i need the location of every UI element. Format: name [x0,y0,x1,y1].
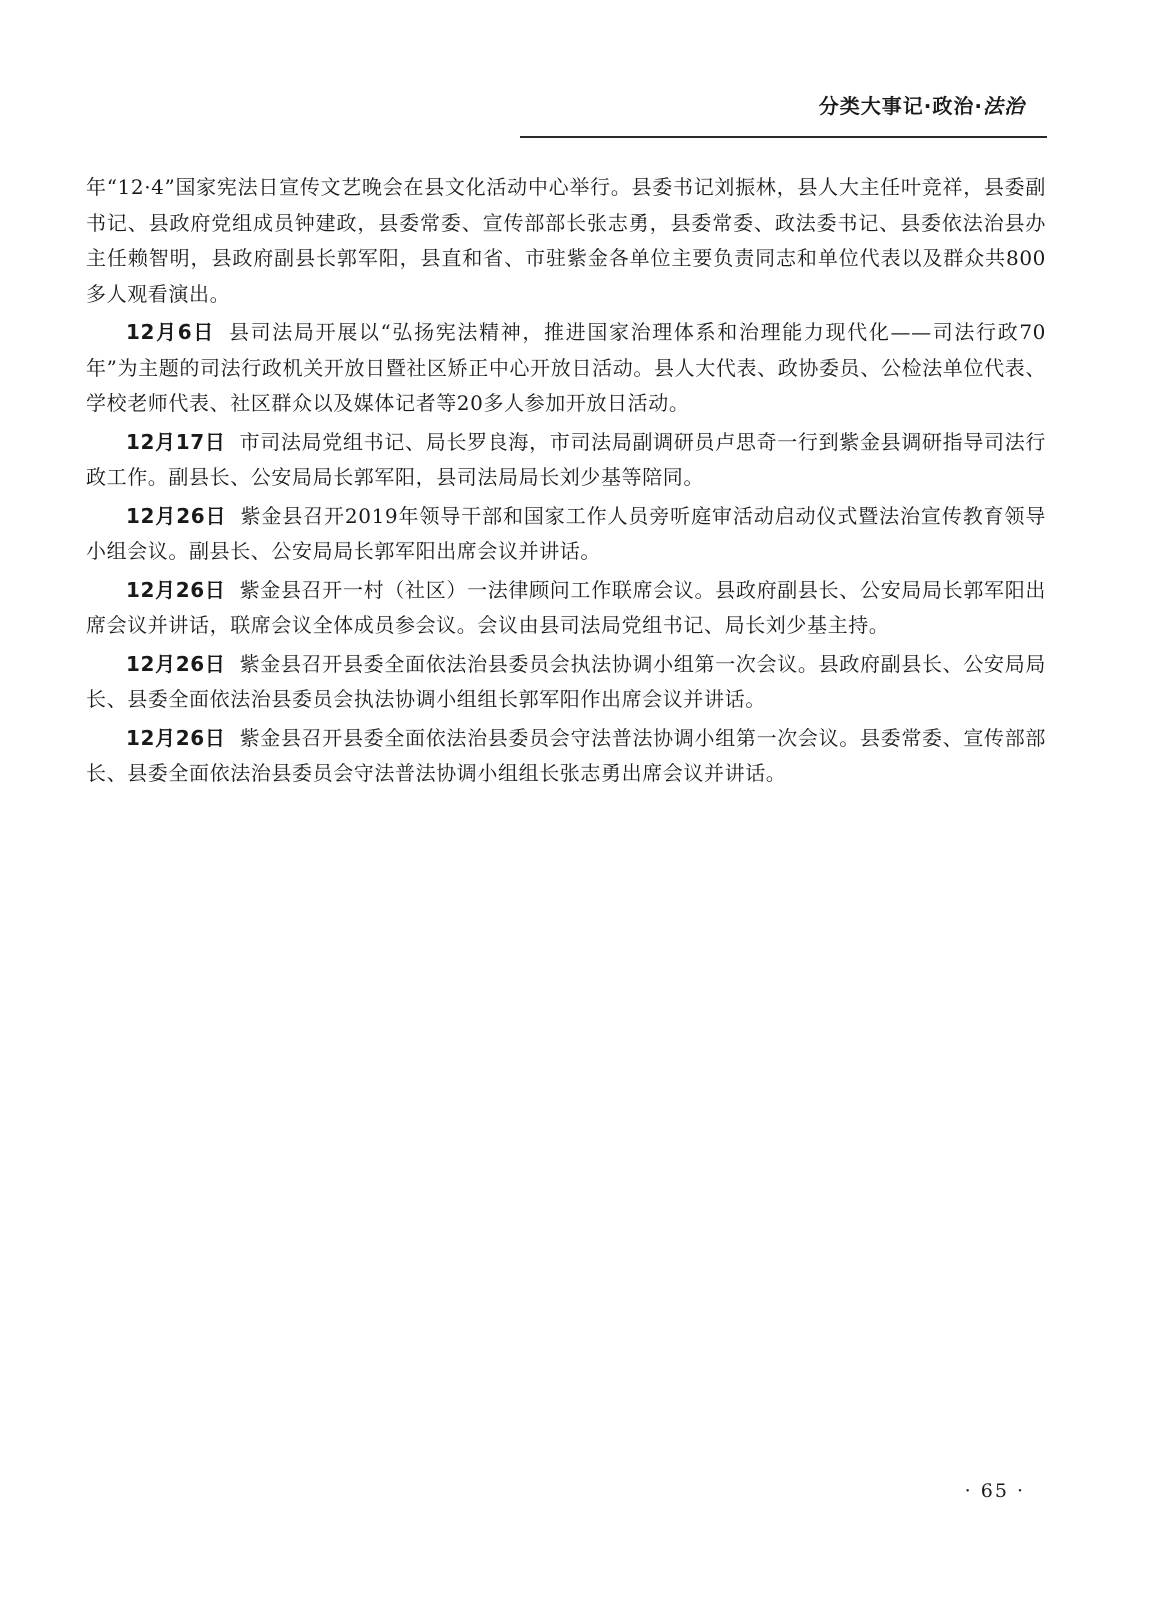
entry-date: 12月26日 [126,725,226,750]
chronicle-entry [86,425,1046,496]
running-head [819,90,1025,119]
entry-text: 年“12·4”国家宪法日宣传文艺晚会在县文化活动中心举行。县委书记刘振林，县人大主任叶竞祥，县委副书记、县政府党组成员钟建政，县委常委、宣传部部长张志勇，县委常委、政法委书记、县委依法治县办主任赖智明，县政府副县长郭军阳，县直和省、市驻紫金各单位主要负责同志和单位代表以及群众共800多人观看演出。 [86,175,1046,306]
entry-date: 12月26日 [126,651,226,676]
entry-text: 县司法局开展以“弘扬宪法精神，推进国家治理体系和治理能力现代化——司法行政70年”为主题的司法行政机关开放日暨社区矫正中心开放日活动。县人大代表、政协委员、公检法单位代表、学校老师代表、社区群众以及媒体记者等20多人参加开放日活动。 [86,320,1046,415]
chronicle-entry [86,647,1046,718]
entry-text: 市司法局党组书记、局长罗良海，市司法局副调研员卢思奇一行到紫金县调研指导司法行政工作。副县长、公安局局长郭军阳，县司法局局长刘少基等陪同。 [86,429,1047,489]
running-head-section: 法治 [983,94,1025,118]
entry-date: 12月17日 [126,429,226,454]
continued-entry [86,170,1046,312]
chronicle-entry [86,721,1046,792]
entry-text: 紫金县召开县委全面依法治县委员会执法协调小组第一次会议。县政府副县长、公安局局长、县委全面依法治县委员会执法协调小组组长郭军阳作出席会议并讲话。 [86,651,1047,711]
entry-text: 紫金县召开县委全面依法治县委员会守法普法协调小组第一次会议。县委常委、宣传部部长、县委全面依法治县委员会守法普法协调小组组长张志勇出席会议并讲话。 [86,725,1047,785]
entry-date: 12月26日 [126,577,226,602]
chronicle-body [86,170,1046,795]
entry-date: 12月6日 [126,320,215,344]
running-head-main: 分类大事记·政治· [818,94,983,118]
page-number: · 65 · [964,1480,1025,1502]
entry-date: 12月26日 [126,503,227,528]
chronicle-entry [86,315,1046,422]
chronicle-entry [86,499,1046,570]
entry-text: 紫金县召开一村（社区）一法律顾问工作联席会议。县政府副县长、公安局局长郭军阳出席会议并讲话，联席会议全体成员参会议。会议由县司法局党组书记、局长刘少基主持。 [86,577,1047,637]
chronicle-entry [86,573,1046,644]
entry-text: 紫金县召开2019年领导干部和国家工作人员旁听庭审活动启动仪式暨法治宣传教育领导小组会议。副县长、公安局局长郭军阳出席会议并讲话。 [86,503,1046,563]
header-rule [520,136,1047,138]
